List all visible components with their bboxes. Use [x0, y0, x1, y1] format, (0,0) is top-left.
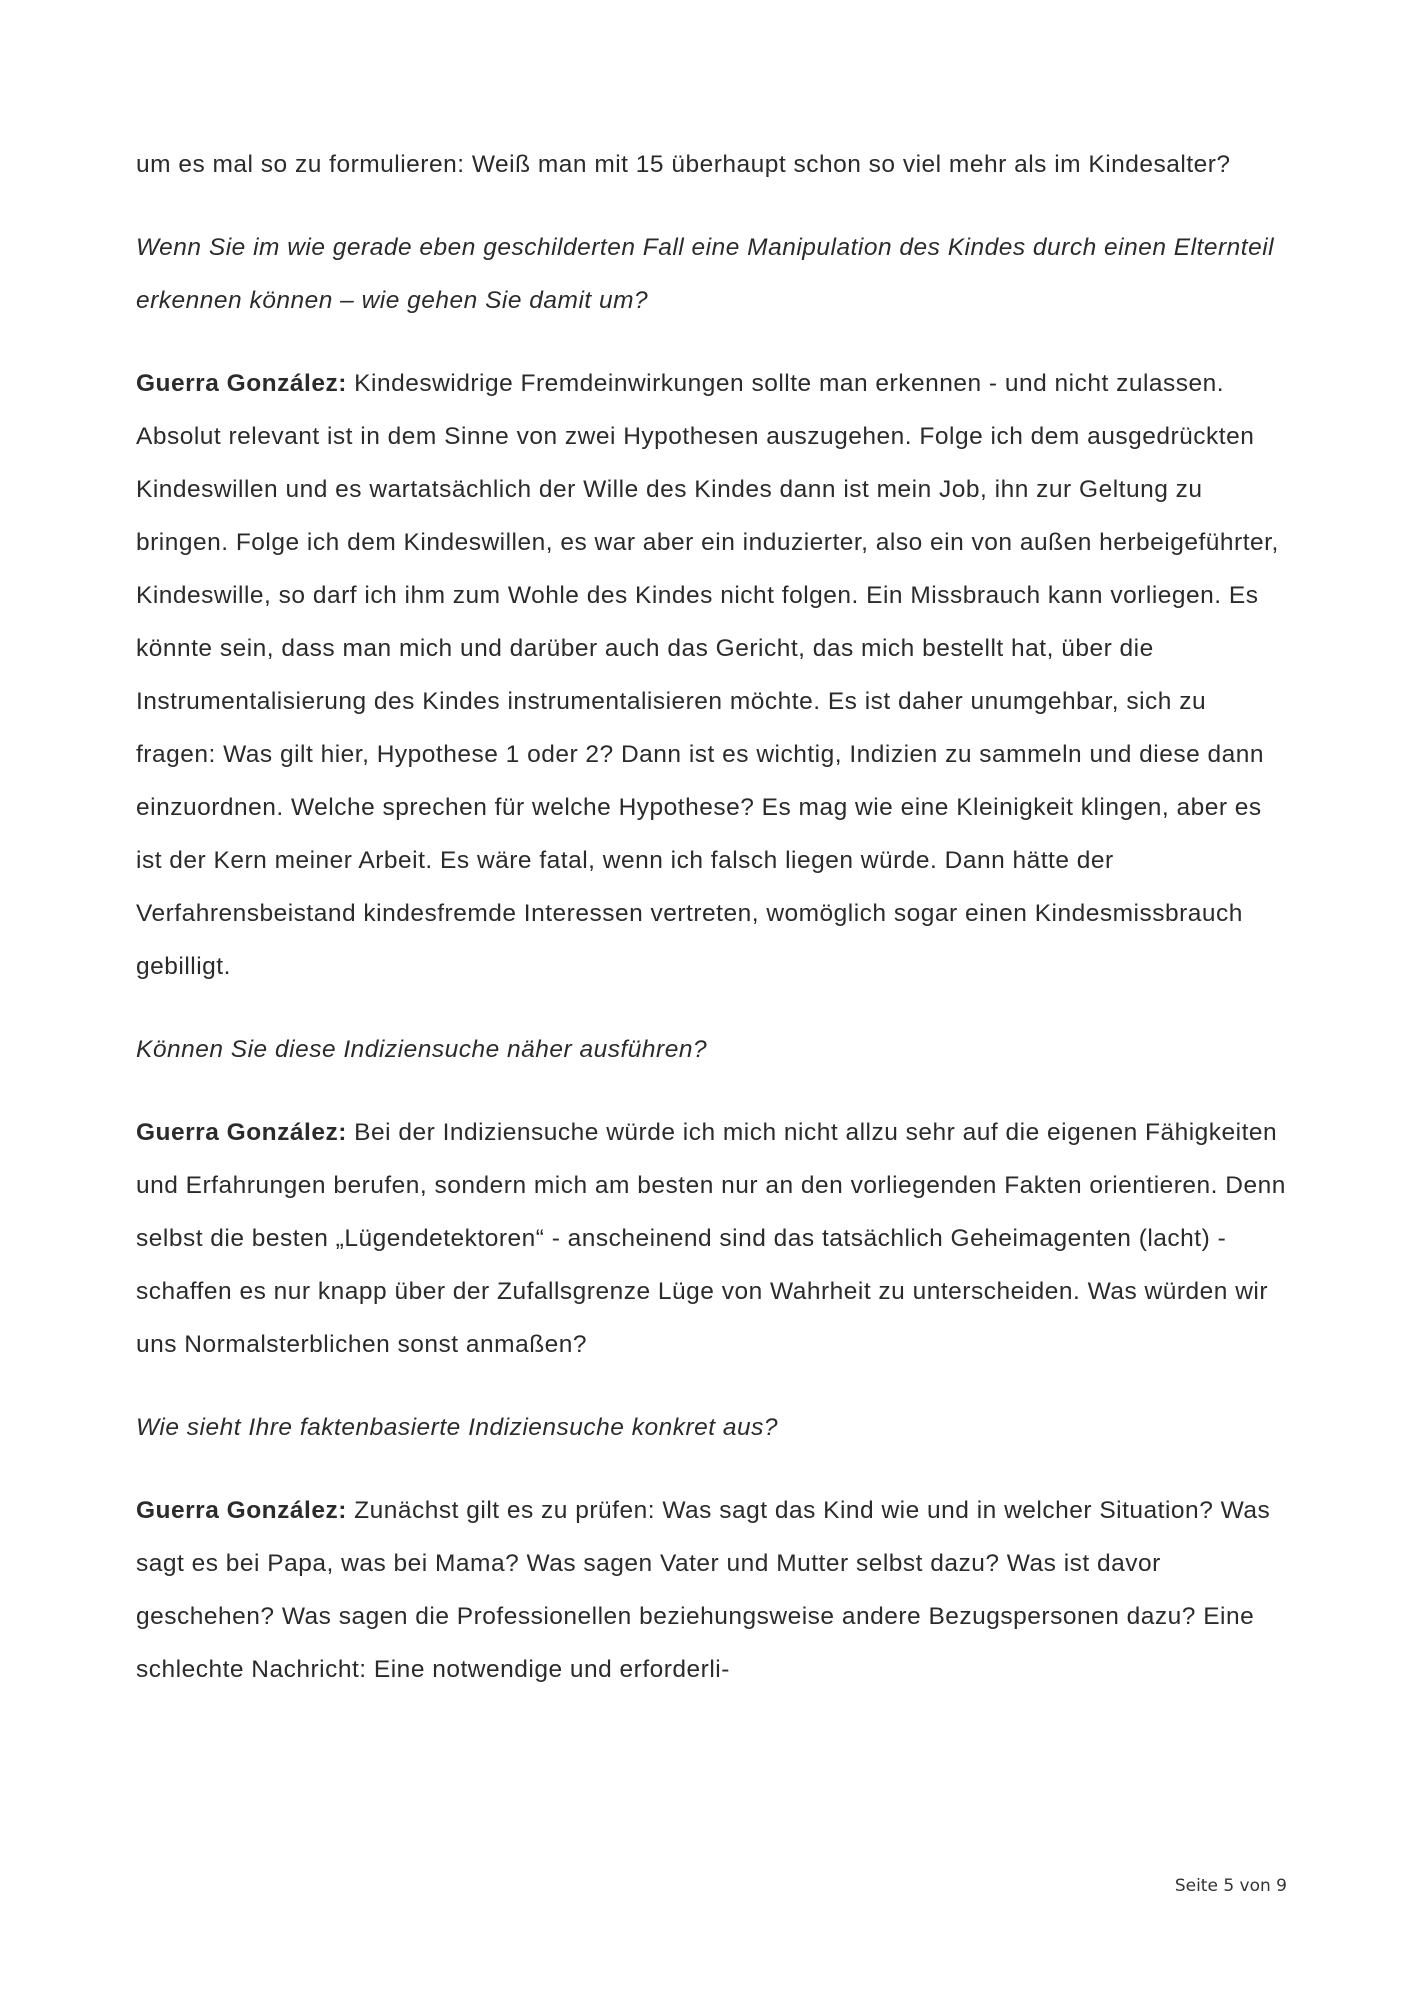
paragraph-answer	[136, 1106, 1288, 1371]
speaker-name: Guerra González:	[136, 1497, 347, 1524]
paragraph-question	[136, 1401, 1288, 1454]
paragraph-question	[136, 221, 1288, 327]
speaker-name: Guerra González:	[136, 1119, 347, 1146]
speaker-name: Guerra González:	[136, 370, 347, 397]
question-text: Wenn Sie im wie gerade eben geschilderten Fall eine Manipulation des Kindes durch einen Elternteil erkennen können – wie gehen Sie damit um?	[136, 234, 1275, 314]
paragraph-text: um es mal so zu formulieren: Weiß man mit 15 überhaupt schon so viel mehr als im Kindesalter?	[136, 151, 1231, 178]
page-number: Seite 5 von 9	[1174, 1876, 1287, 1896]
question-text: Wie sieht Ihre faktenbasierte Indiziensuche konkret aus?	[136, 1414, 778, 1441]
answer-text: Kindeswidrige Fremdeinwirkungen sollte man erkennen - und nicht zulassen. Absolut relevant ist in dem Sinne von zwei Hypothesen auszugehen. Folge ich dem ausgedrückten Kindeswillen und es wartatsächlich der Wille des Kindes dann ist mein Job, ihn zur Geltung zu bringen. Folge ich dem Kindeswillen, es war aber ein induzierter, also ein von außen herbeigeführter, Kindeswille, so darf ich ihm zum Wohle des Kindes nicht folgen. Ein Missbrauch kann vorliegen. Es könnte sein, dass man mich und darüber auch das Gericht, das mich bestellt hat, über die Instrumentalisierung des Kindes instrumentalisieren möchte. Es ist daher unumgehbar, sich zu fragen: Was gilt hier, Hypothese 1 oder 2? Dann ist es wichtig, Indizien zu sammeln und diese dann einzuordnen. Welche sprechen für welche Hypothese? Es mag wie eine Kleinigkeit klingen, aber es ist der Kern meiner Arbeit. Es wäre fatal, wenn ich falsch liegen würde. Dann hätte der Verfahrensbeistand kindesfremde Interessen vertreten, womöglich sogar einen Kindesmissbrauch gebilligt.	[136, 370, 1279, 980]
answer-text: Zunächst gilt es zu prüfen: Was sagt das Kind wie und in welcher Situation? Was sagt es bei Papa, was bei Mama? Was sagen Vater und Mutter selbst dazu? Was ist davor geschehen? Was sagen die Professionellen beziehungsweise andere Bezugspersonen dazu? Eine schlechte Nachricht: Eine notwendige und erforderli-	[136, 1497, 1271, 1683]
paragraph-answer	[136, 357, 1288, 993]
paragraph-answer	[136, 1484, 1288, 1696]
question-text: Können Sie diese Indiziensuche näher ausführen?	[136, 1036, 708, 1063]
answer-text: Bei der Indiziensuche würde ich mich nicht allzu sehr auf die eigenen Fähigkeiten und Erfahrungen berufen, sondern mich am besten nur an den vorliegenden Fakten orientieren. Denn selbst die besten „Lügendetektoren“ - anscheinend sind das tatsächlich Geheimagenten (lacht) - schaffen es nur knapp über der Zufallsgrenze Lüge von Wahrheit zu unterscheiden. Was würden wir uns Normalsterblichen sonst anmaßen?	[136, 1119, 1286, 1358]
paragraph-question	[136, 1023, 1288, 1076]
paragraph-answer-continued	[136, 138, 1288, 191]
document-body	[136, 138, 1288, 1726]
